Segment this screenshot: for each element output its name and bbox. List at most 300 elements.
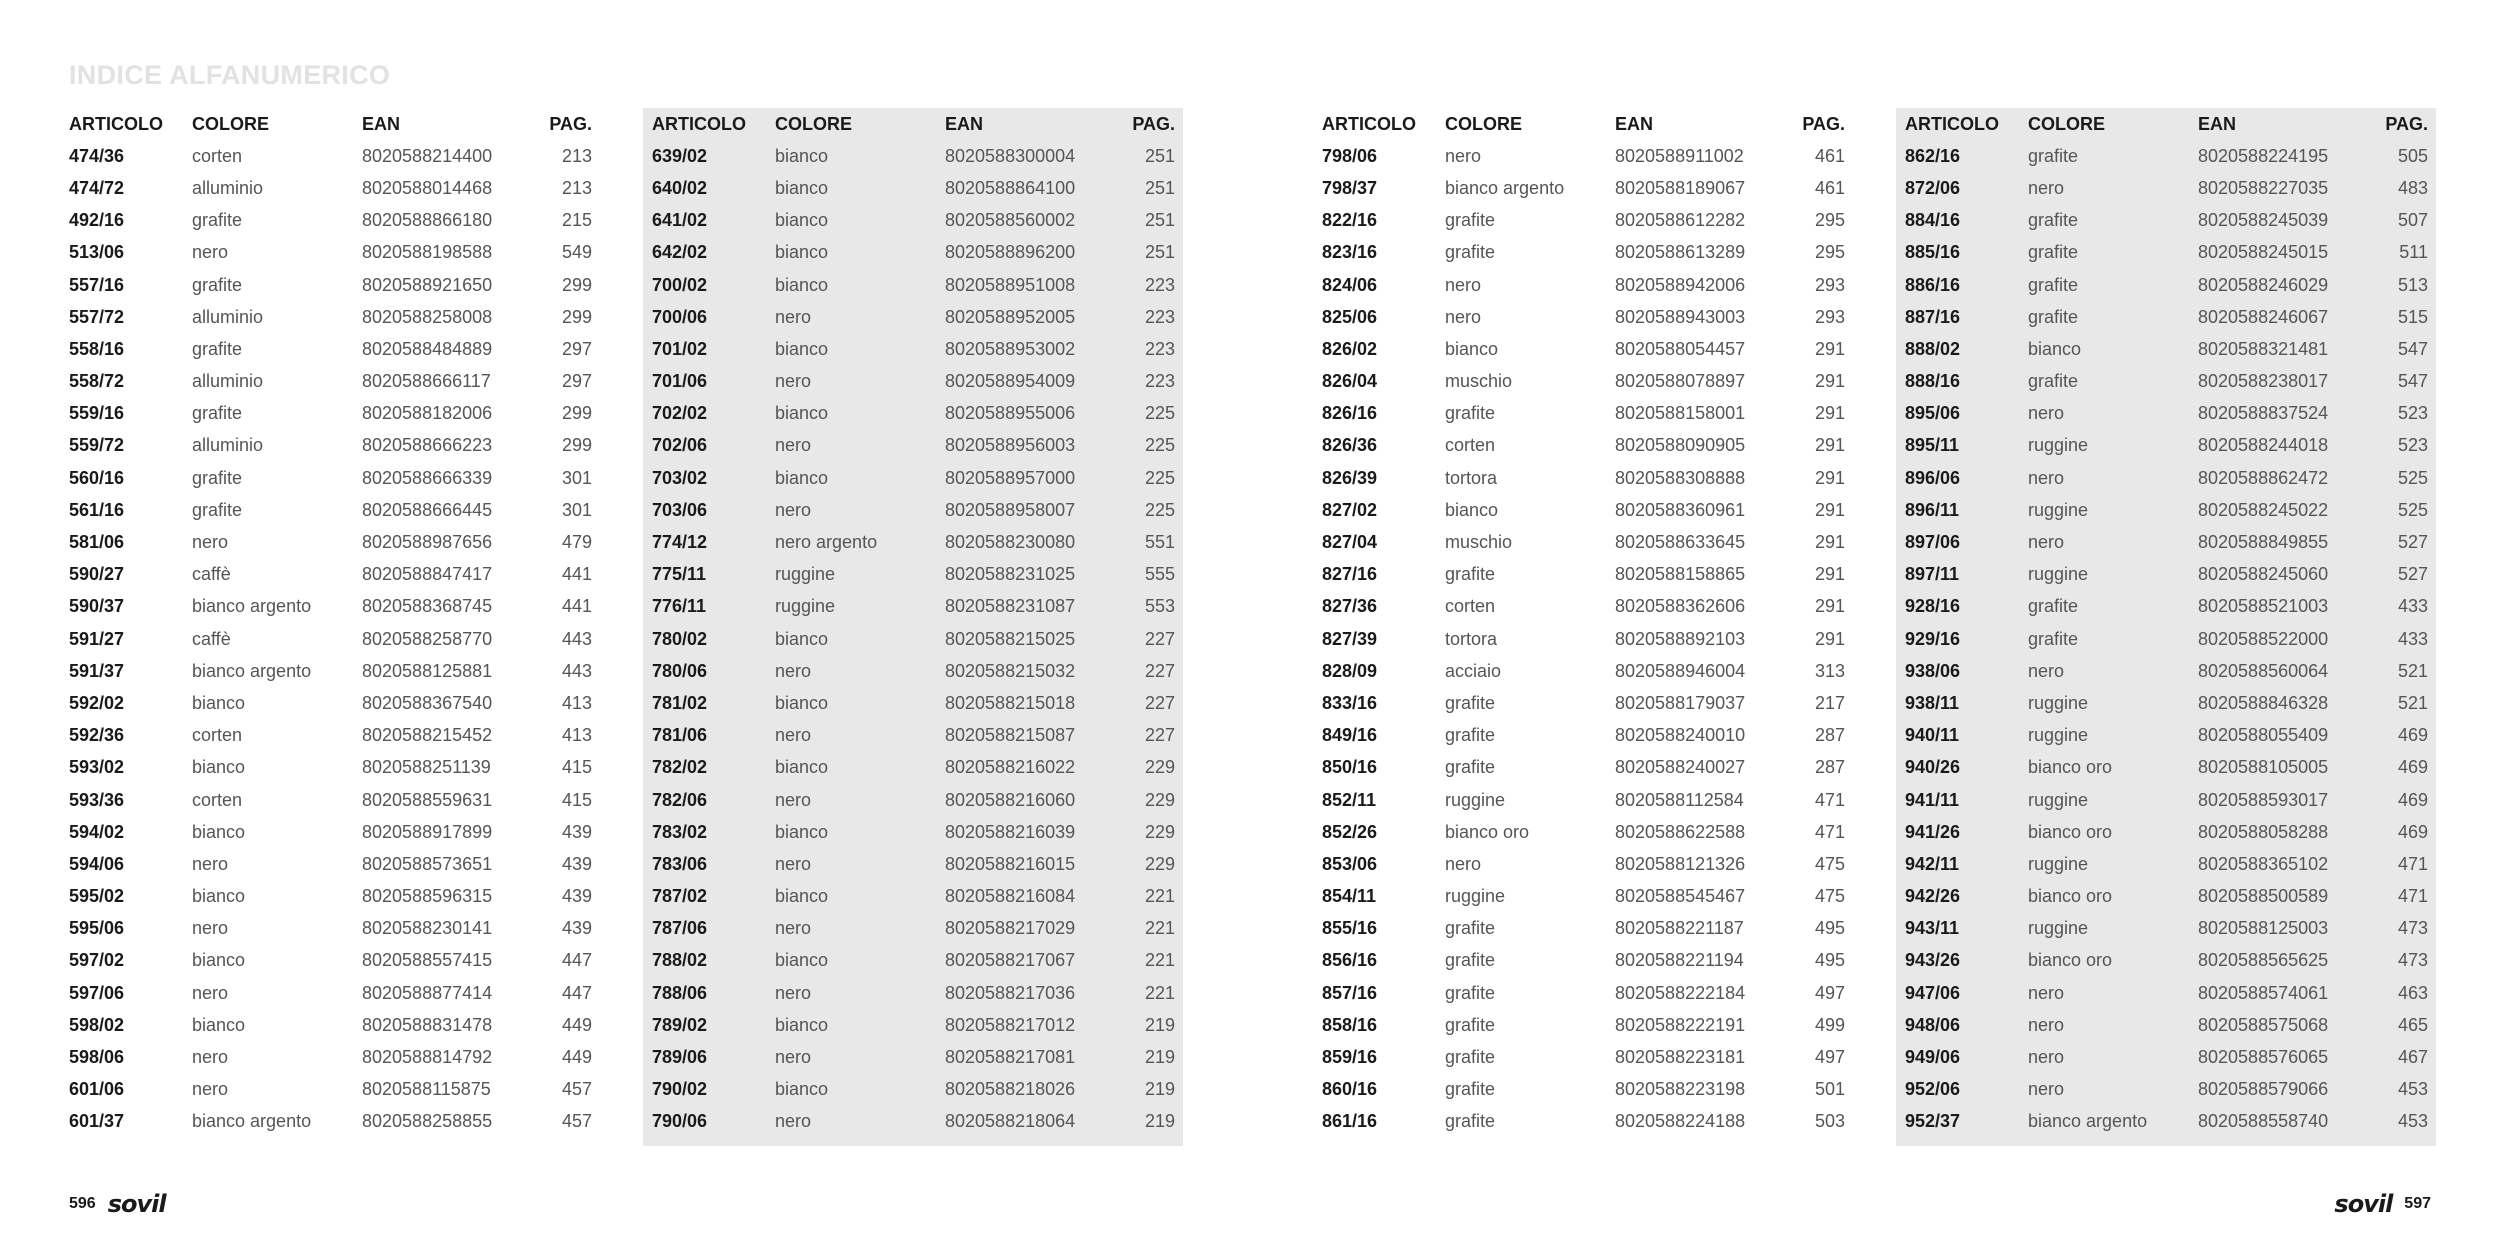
ean-cell: 8020588666223 xyxy=(362,435,493,456)
articolo-cell: 783/02 xyxy=(652,821,708,842)
ean-cell: 8020588367540 xyxy=(362,692,493,713)
colore-cell: nero xyxy=(192,853,229,874)
articolo-cell: 798/06 xyxy=(1322,145,1378,166)
articolo-cell: 513/06 xyxy=(69,242,125,263)
articolo-cell: 859/16 xyxy=(1322,1047,1378,1068)
table-row xyxy=(1313,591,1853,623)
table-row xyxy=(60,494,600,526)
ean-cell: 8020588215018 xyxy=(945,692,1076,713)
pag-cell: 221 xyxy=(1144,950,1175,971)
ean-cell: 8020588217067 xyxy=(945,950,1076,971)
ean-cell: 8020588245060 xyxy=(2198,564,2329,585)
articolo-cell: 827/36 xyxy=(1322,596,1378,617)
ean-cell: 8020588500589 xyxy=(2198,886,2329,907)
table-row xyxy=(1896,237,2436,269)
page-number-right: 597 xyxy=(2404,1195,2431,1212)
articolo-cell: 828/09 xyxy=(1322,660,1378,681)
pag-cell: 223 xyxy=(1144,338,1175,359)
ean-cell: 8020588223181 xyxy=(1615,1047,1746,1068)
ean-cell: 8020588955006 xyxy=(945,403,1076,424)
ean-cell: 8020588522000 xyxy=(2198,628,2329,649)
pag-cell: 227 xyxy=(1144,660,1175,681)
header-articolo: ARTICOLO xyxy=(1322,113,1416,134)
articolo-cell: 474/72 xyxy=(69,177,125,198)
ean-cell: 8020588230080 xyxy=(945,532,1076,553)
table-row xyxy=(643,559,1183,591)
pag-cell: 221 xyxy=(1144,982,1175,1003)
ean-cell: 8020588951008 xyxy=(945,274,1076,295)
articolo-cell: 858/16 xyxy=(1322,1014,1378,1035)
table-row xyxy=(643,494,1183,526)
articolo-cell: 852/11 xyxy=(1322,789,1377,810)
articolo-cell: 594/02 xyxy=(69,821,125,842)
ean-cell: 8020588121326 xyxy=(1615,853,1746,874)
table-row xyxy=(643,462,1183,494)
colore-cell: corten xyxy=(192,145,243,166)
colore-cell: bianco xyxy=(775,242,829,263)
ean-cell: 8020588633645 xyxy=(1615,532,1746,553)
header-articolo: ARTICOLO xyxy=(1905,113,1999,134)
pag-cell: 503 xyxy=(1814,1111,1845,1132)
colore-cell: bianco xyxy=(775,210,829,231)
ean-cell: 8020588917899 xyxy=(362,821,493,842)
table-row xyxy=(1896,591,2436,623)
colore-cell: bianco oro xyxy=(2028,950,2113,971)
pag-cell: 449 xyxy=(561,1014,592,1035)
colore-cell: bianco xyxy=(775,145,829,166)
table-row xyxy=(643,655,1183,687)
pag-cell: 555 xyxy=(1144,564,1175,585)
articolo-cell: 774/12 xyxy=(652,532,708,553)
articolo-cell: 700/06 xyxy=(652,306,708,327)
header-colore: COLORE xyxy=(775,113,853,134)
articolo-cell: 701/02 xyxy=(652,338,708,359)
pag-cell: 449 xyxy=(561,1047,592,1068)
colore-cell: bianco xyxy=(775,628,829,649)
pag-cell: 223 xyxy=(1144,306,1175,327)
ean-cell: 8020588575068 xyxy=(2198,1014,2329,1035)
pag-cell: 475 xyxy=(1814,886,1845,907)
pag-cell: 549 xyxy=(561,242,592,263)
pag-cell: 501 xyxy=(1814,1079,1845,1100)
pag-cell: 433 xyxy=(2397,628,2428,649)
table-row xyxy=(60,1106,600,1138)
pag-cell: 523 xyxy=(2397,435,2428,456)
pag-cell: 441 xyxy=(561,596,592,617)
articolo-cell: 827/39 xyxy=(1322,628,1378,649)
colore-cell: nero xyxy=(775,725,812,746)
pag-cell: 461 xyxy=(1814,177,1845,198)
articolo-cell: 559/72 xyxy=(69,435,125,456)
ean-cell: 8020588877414 xyxy=(362,982,493,1003)
table-row xyxy=(1896,333,2436,365)
articolo-cell: 597/02 xyxy=(69,950,125,971)
colore-cell: nero xyxy=(775,1047,812,1068)
articolo-cell: 702/02 xyxy=(652,403,708,424)
header-ean: EAN xyxy=(362,113,401,134)
articolo-cell: 787/06 xyxy=(652,918,708,939)
articolo-cell: 639/02 xyxy=(652,145,708,166)
table-row xyxy=(1313,269,1853,301)
table-row xyxy=(1313,1041,1853,1073)
articolo-cell: 941/11 xyxy=(1905,789,1960,810)
articolo-cell: 854/11 xyxy=(1322,886,1377,907)
colore-cell: bianco oro xyxy=(2028,757,2113,778)
table-row xyxy=(1896,1106,2436,1146)
colore-cell: nero xyxy=(2028,532,2065,553)
table-row xyxy=(643,366,1183,398)
colore-cell: nero xyxy=(192,1047,229,1068)
table-row xyxy=(643,1009,1183,1041)
table-row xyxy=(1313,1074,1853,1106)
pag-cell: 299 xyxy=(561,435,592,456)
colore-cell: caffè xyxy=(192,628,231,649)
pag-cell: 439 xyxy=(561,886,592,907)
ean-cell: 8020588246029 xyxy=(2198,274,2329,295)
table-row xyxy=(1896,172,2436,204)
pag-cell: 439 xyxy=(561,853,592,874)
colore-cell: ruggine xyxy=(2028,725,2089,746)
pag-cell: 497 xyxy=(1814,1047,1845,1068)
articolo-cell: 826/36 xyxy=(1322,435,1378,456)
colore-cell: ruggine xyxy=(2028,918,2089,939)
colore-cell: grafite xyxy=(1445,564,1496,585)
colore-cell: alluminio xyxy=(192,371,264,392)
header-colore: COLORE xyxy=(2028,113,2106,134)
table-row xyxy=(643,1041,1183,1073)
colore-cell: grafite xyxy=(1445,1014,1496,1035)
pag-cell: 479 xyxy=(561,532,592,553)
header-colore: COLORE xyxy=(192,113,270,134)
colore-cell: nero xyxy=(1445,274,1482,295)
ean-cell: 8020588115875 xyxy=(362,1079,491,1100)
colore-cell: bianco xyxy=(775,403,829,424)
colore-cell: grafite xyxy=(2028,596,2079,617)
ean-cell: 8020588245022 xyxy=(2198,499,2329,520)
colore-cell: grafite xyxy=(1445,918,1496,939)
colore-cell: alluminio xyxy=(192,435,264,456)
pag-cell: 225 xyxy=(1144,435,1175,456)
pag-cell: 223 xyxy=(1144,274,1175,295)
ean-cell: 8020588987656 xyxy=(362,532,493,553)
ean-cell: 8020588954009 xyxy=(945,371,1076,392)
ean-cell: 8020588666117 xyxy=(362,371,491,392)
table-row xyxy=(643,526,1183,558)
ean-cell: 8020588593017 xyxy=(2198,789,2329,810)
articolo-cell: 824/06 xyxy=(1322,274,1378,295)
ean-cell: 8020588215087 xyxy=(945,725,1076,746)
pag-cell: 471 xyxy=(2397,853,2428,874)
table-row xyxy=(1313,237,1853,269)
table-row xyxy=(60,881,600,913)
ean-cell: 8020588666339 xyxy=(362,467,493,488)
colore-cell: ruggine xyxy=(2028,853,2089,874)
ean-cell: 8020588258008 xyxy=(362,306,493,327)
articolo-cell: 798/37 xyxy=(1322,177,1378,198)
colore-cell: corten xyxy=(192,725,243,746)
pag-cell: 439 xyxy=(561,918,592,939)
table-row xyxy=(60,526,600,558)
ean-cell: 8020588216084 xyxy=(945,886,1076,907)
colore-cell: corten xyxy=(1445,435,1496,456)
ean-cell: 8020588238017 xyxy=(2198,371,2329,392)
ean-cell: 8020588215032 xyxy=(945,660,1076,681)
pag-cell: 291 xyxy=(1814,628,1845,649)
brand-logo: sovil xyxy=(2334,1190,2393,1218)
articolo-cell: 782/02 xyxy=(652,757,708,778)
pag-cell: 443 xyxy=(561,660,592,681)
colore-cell: ruggine xyxy=(2028,499,2089,520)
ean-cell: 8020588125881 xyxy=(362,660,493,681)
articolo-cell: 782/06 xyxy=(652,789,708,810)
ean-cell: 8020588849855 xyxy=(2198,532,2329,553)
pag-cell: 291 xyxy=(1814,596,1845,617)
colore-cell: nero xyxy=(1445,853,1482,874)
colore-cell: grafite xyxy=(1445,757,1496,778)
articolo-cell: 949/06 xyxy=(1905,1047,1961,1068)
articolo-cell: 598/06 xyxy=(69,1047,125,1068)
articolo-cell: 940/11 xyxy=(1905,725,1960,746)
pag-cell: 221 xyxy=(1144,918,1175,939)
articolo-cell: 780/02 xyxy=(652,628,708,649)
ean-cell: 8020588240010 xyxy=(1615,725,1746,746)
pag-cell: 291 xyxy=(1814,435,1845,456)
articolo-cell: 558/72 xyxy=(69,371,125,392)
articolo-cell: 862/16 xyxy=(1905,145,1961,166)
table-header-row xyxy=(1313,108,1853,140)
pag-cell: 471 xyxy=(2397,886,2428,907)
ean-cell: 8020588911002 xyxy=(1615,145,1744,166)
articolo-cell: 788/06 xyxy=(652,982,708,1003)
ean-cell: 8020588557415 xyxy=(362,950,493,971)
pag-cell: 521 xyxy=(2397,660,2428,681)
ean-cell: 8020588574061 xyxy=(2198,982,2329,1003)
table-row xyxy=(1896,494,2436,526)
ean-cell: 8020588223198 xyxy=(1615,1079,1746,1100)
pag-cell: 223 xyxy=(1144,371,1175,392)
table-row xyxy=(60,945,600,977)
header-pag: PAG. xyxy=(549,113,592,134)
pag-cell: 443 xyxy=(561,628,592,649)
pag-cell: 495 xyxy=(1814,918,1845,939)
pag-cell: 299 xyxy=(561,403,592,424)
colore-cell: grafite xyxy=(192,274,243,295)
ean-cell: 8020588245039 xyxy=(2198,210,2329,231)
table-row xyxy=(643,913,1183,945)
colore-cell: grafite xyxy=(192,338,243,359)
pag-cell: 413 xyxy=(561,692,592,713)
pag-cell: 447 xyxy=(561,982,592,1003)
ean-cell: 8020588224188 xyxy=(1615,1111,1746,1132)
table-row xyxy=(1313,1009,1853,1041)
articolo-cell: 886/16 xyxy=(1905,274,1961,295)
pag-cell: 291 xyxy=(1814,467,1845,488)
table-row xyxy=(643,977,1183,1009)
table-row xyxy=(1313,881,1853,913)
colore-cell: bianco xyxy=(775,821,829,842)
articolo-cell: 642/02 xyxy=(652,242,708,263)
pag-cell: 527 xyxy=(2397,532,2428,553)
ean-cell: 8020588245015 xyxy=(2198,242,2329,263)
table-row xyxy=(643,430,1183,462)
articolo-cell: 590/37 xyxy=(69,596,125,617)
table-row xyxy=(1313,366,1853,398)
ean-cell: 8020588300004 xyxy=(945,145,1076,166)
pag-cell: 291 xyxy=(1814,338,1845,359)
colore-cell: corten xyxy=(1445,596,1496,617)
articolo-cell: 593/02 xyxy=(69,757,125,778)
table-row xyxy=(60,784,600,816)
colore-cell: bianco argento xyxy=(192,596,312,617)
table-row xyxy=(643,172,1183,204)
page-number-left: 596 xyxy=(69,1195,96,1212)
articolo-cell: 952/37 xyxy=(1905,1111,1961,1132)
articolo-cell: 591/37 xyxy=(69,660,125,681)
table-row xyxy=(60,1041,600,1073)
pag-cell: 473 xyxy=(2397,950,2428,971)
ean-cell: 8020588847417 xyxy=(362,564,493,585)
pag-cell: 413 xyxy=(561,725,592,746)
colore-cell: bianco xyxy=(775,274,829,295)
colore-cell: ruggine xyxy=(1445,886,1506,907)
ean-cell: 8020588198588 xyxy=(362,242,493,263)
table-row xyxy=(1313,816,1853,848)
ean-cell: 8020588244018 xyxy=(2198,435,2329,456)
pag-cell: 447 xyxy=(561,950,592,971)
colore-cell: nero xyxy=(775,499,812,520)
table-row xyxy=(1896,462,2436,494)
ean-cell: 8020588921650 xyxy=(362,274,493,295)
colore-cell: grafite xyxy=(1445,1079,1496,1100)
colore-cell: muschio xyxy=(1445,371,1513,392)
table-row xyxy=(60,333,600,365)
table-row xyxy=(1313,172,1853,204)
articolo-cell: 581/06 xyxy=(69,532,125,553)
pag-cell: 523 xyxy=(2397,403,2428,424)
articolo-cell: 703/02 xyxy=(652,467,708,488)
ean-cell: 8020588942006 xyxy=(1615,274,1746,295)
articolo-cell: 928/16 xyxy=(1905,596,1961,617)
articolo-cell: 702/06 xyxy=(652,435,708,456)
table-row xyxy=(1896,623,2436,655)
table-row xyxy=(643,333,1183,365)
articolo-cell: 896/06 xyxy=(1905,467,1961,488)
pag-cell: 507 xyxy=(2397,210,2428,231)
pag-cell: 301 xyxy=(561,499,592,520)
articolo-cell: 895/11 xyxy=(1905,435,1960,456)
ean-cell: 8020588215452 xyxy=(362,725,493,746)
pag-cell: 225 xyxy=(1144,467,1175,488)
articolo-cell: 775/11 xyxy=(652,564,707,585)
table-row xyxy=(1896,1009,2436,1041)
ean-cell: 8020588958007 xyxy=(945,499,1076,520)
table-row xyxy=(1313,1106,1853,1138)
ean-cell: 8020588158001 xyxy=(1615,403,1746,424)
pag-cell: 499 xyxy=(1814,1014,1845,1035)
pag-cell: 221 xyxy=(1144,886,1175,907)
articolo-cell: 561/16 xyxy=(69,499,125,520)
colore-cell: grafite xyxy=(2028,306,2079,327)
pag-cell: 547 xyxy=(2397,371,2428,392)
articolo-cell: 896/11 xyxy=(1905,499,1960,520)
articolo-cell: 826/02 xyxy=(1322,338,1378,359)
table-row xyxy=(1313,720,1853,752)
colore-cell: nero xyxy=(2028,403,2065,424)
ean-cell: 8020588814792 xyxy=(362,1047,493,1068)
table-row xyxy=(643,591,1183,623)
pag-cell: 465 xyxy=(2397,1014,2428,1035)
articolo-cell: 885/16 xyxy=(1905,242,1961,263)
colore-cell: nero xyxy=(2028,1047,2065,1068)
articolo-cell: 700/02 xyxy=(652,274,708,295)
table-row xyxy=(1313,687,1853,719)
ean-cell: 8020588368745 xyxy=(362,596,493,617)
pag-cell: 415 xyxy=(561,789,592,810)
table-header-row xyxy=(643,108,1183,140)
table-row xyxy=(1313,301,1853,333)
ean-cell: 8020588216060 xyxy=(945,789,1076,810)
colore-cell: bianco xyxy=(192,1014,246,1035)
ean-cell: 8020588837524 xyxy=(2198,403,2329,424)
table-row xyxy=(1896,848,2436,880)
colore-cell: nero xyxy=(2028,467,2065,488)
colore-cell: nero xyxy=(775,982,812,1003)
ean-cell: 8020588054457 xyxy=(1615,338,1746,359)
pag-cell: 293 xyxy=(1814,306,1845,327)
table-row xyxy=(1313,494,1853,526)
articolo-cell: 787/02 xyxy=(652,886,708,907)
colore-cell: bianco xyxy=(775,950,829,971)
articolo-cell: 897/11 xyxy=(1905,564,1960,585)
pag-cell: 515 xyxy=(2397,306,2428,327)
pag-cell: 299 xyxy=(561,306,592,327)
articolo-cell: 557/72 xyxy=(69,306,125,327)
articolo-cell: 641/02 xyxy=(652,210,708,231)
colore-cell: grafite xyxy=(1445,403,1496,424)
ean-cell: 8020588218064 xyxy=(945,1111,1076,1132)
ean-cell: 8020588365102 xyxy=(2198,853,2329,874)
table-row xyxy=(1896,1041,2436,1073)
pag-cell: 469 xyxy=(2397,821,2428,842)
ean-cell: 8020588559631 xyxy=(362,789,493,810)
table-row xyxy=(60,752,600,784)
pag-cell: 521 xyxy=(2397,692,2428,713)
articolo-cell: 789/02 xyxy=(652,1014,708,1035)
ean-cell: 8020588946004 xyxy=(1615,660,1746,681)
colore-cell: bianco xyxy=(1445,338,1499,359)
colore-cell: nero xyxy=(192,918,229,939)
colore-cell: acciaio xyxy=(1445,660,1502,681)
colore-cell: grafite xyxy=(2028,210,2079,231)
pag-cell: 287 xyxy=(1814,757,1845,778)
colore-cell: bianco xyxy=(775,177,829,198)
table-row xyxy=(1896,655,2436,687)
colore-cell: alluminio xyxy=(192,177,264,198)
colore-cell: bianco xyxy=(775,1079,829,1100)
table-row xyxy=(60,816,600,848)
ean-cell: 8020588953002 xyxy=(945,338,1076,359)
articolo-cell: 781/02 xyxy=(652,692,708,713)
ean-cell: 8020588230141 xyxy=(362,918,493,939)
ean-cell: 8020588666445 xyxy=(362,499,493,520)
table-row xyxy=(60,848,600,880)
colore-cell: caffè xyxy=(192,564,231,585)
ean-cell: 8020588484889 xyxy=(362,338,493,359)
ean-cell: 8020588258770 xyxy=(362,628,493,649)
colore-cell: grafite xyxy=(192,403,243,424)
pag-cell: 229 xyxy=(1144,853,1175,874)
table-row xyxy=(1896,977,2436,1009)
